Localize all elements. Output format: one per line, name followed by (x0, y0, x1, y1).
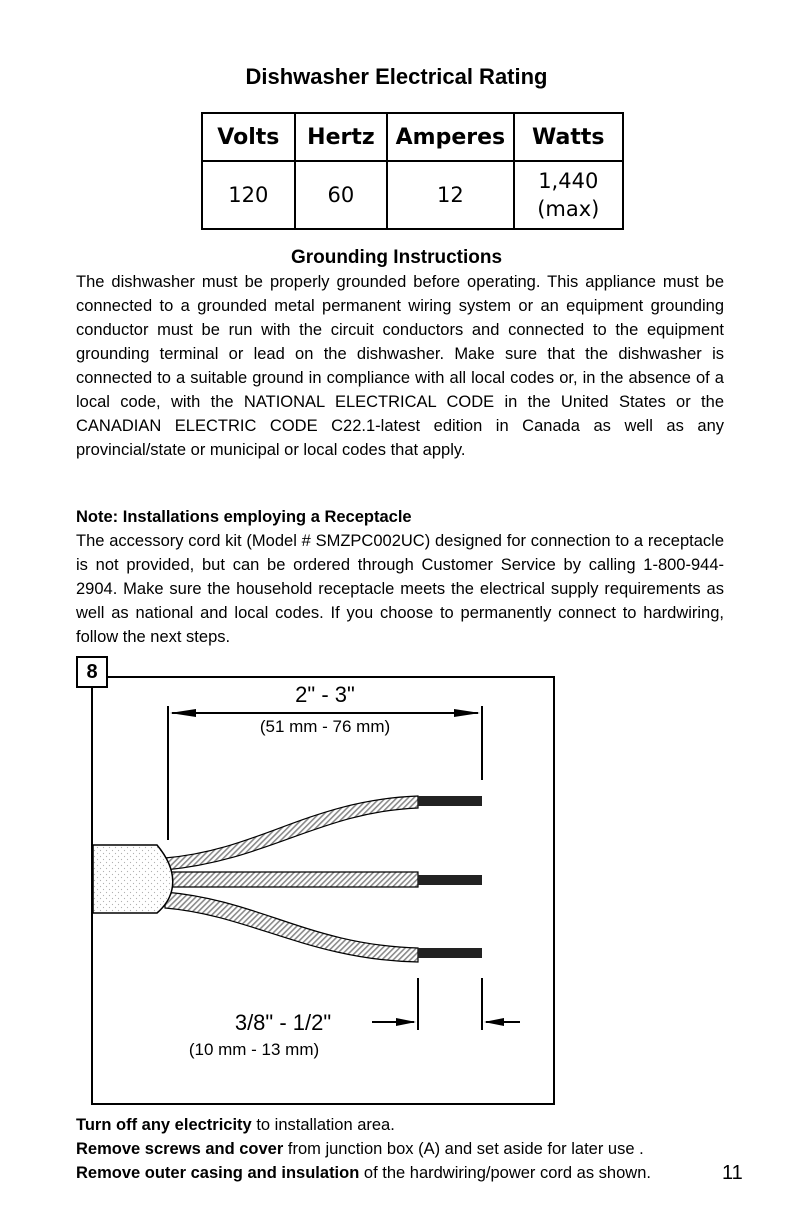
step-bold: Remove outer casing and insulation (76, 1164, 360, 1182)
step-turn-off (76, 1113, 724, 1137)
dim-bottom-label: 3/8" - 1/2" (234, 1010, 332, 1035)
wire-top (165, 796, 482, 870)
header-volts: Volts (202, 113, 295, 161)
value-watts-note: (max) (537, 197, 600, 221)
wire-middle (165, 872, 482, 887)
page-number: 11 (722, 1162, 743, 1184)
value-hertz: 60 (295, 161, 388, 229)
dim-top-label: 2" - 3" (295, 682, 355, 707)
step-remove-casing (76, 1161, 724, 1185)
note-body: The accessory cord kit (Model # SMZPC002UC) designed for connection to a receptacle is not provided, but can be ordered through Customer Service by calling 1-800-944-2904. Make sure the household receptacle meets the electrical supply requirements as well as national and local codes. If you choose to permanently connect to hardwiring, follow the next steps. (76, 532, 724, 646)
grounding-body: The dishwasher must be properly grounded before operating. This appliance must be connected to a grounded metal permanent wiring system or an equipment grounding conductor must be run with the circuit conductors and connected to the equipment grounding terminal or lead on the dishwasher. Make sure that the dishwasher is connected to a suitable ground in compliance with all local codes or, in the absence of a local code, with the NATIONAL ELECTRICAL CODE in the United States or the CANADIAN ELECTRIC CODE C22.1-latest edition in Canada as well as any provincial/state or municipal or local codes that apply. (76, 273, 724, 459)
cable-casing (93, 845, 173, 913)
bottom-dimension (372, 978, 520, 1030)
value-amperes: 12 (387, 161, 513, 229)
step-text: to installation area. (251, 1116, 395, 1134)
value-watts: 1,440 (538, 169, 599, 193)
figure-number: 8 (76, 656, 108, 688)
wire-bottom (165, 892, 482, 962)
value-volts: 120 (202, 161, 295, 229)
dim-bottom-mm-label: (10 mm - 13 mm) (188, 1040, 320, 1059)
header-watts: Watts (514, 113, 623, 161)
dim-top-mm-label: (51 mm - 76 mm) (259, 717, 391, 736)
header-amperes: Amperes (387, 113, 513, 161)
grounding-heading: Grounding Instructions (290, 247, 503, 268)
step-text: of the hardwiring/power cord as shown. (359, 1164, 651, 1182)
step-bold: Remove screws and cover (76, 1140, 284, 1158)
step-remove-screws (76, 1137, 724, 1161)
note-heading: Note: Installations employing a Receptacle (76, 508, 412, 526)
rating-title: Dishwasher Electrical Rating (245, 64, 548, 89)
header-hertz: Hertz (295, 113, 388, 161)
step-text: from junction box (A) and set aside for later use . (283, 1140, 644, 1158)
step-bold: Turn off any electricity (76, 1116, 252, 1134)
